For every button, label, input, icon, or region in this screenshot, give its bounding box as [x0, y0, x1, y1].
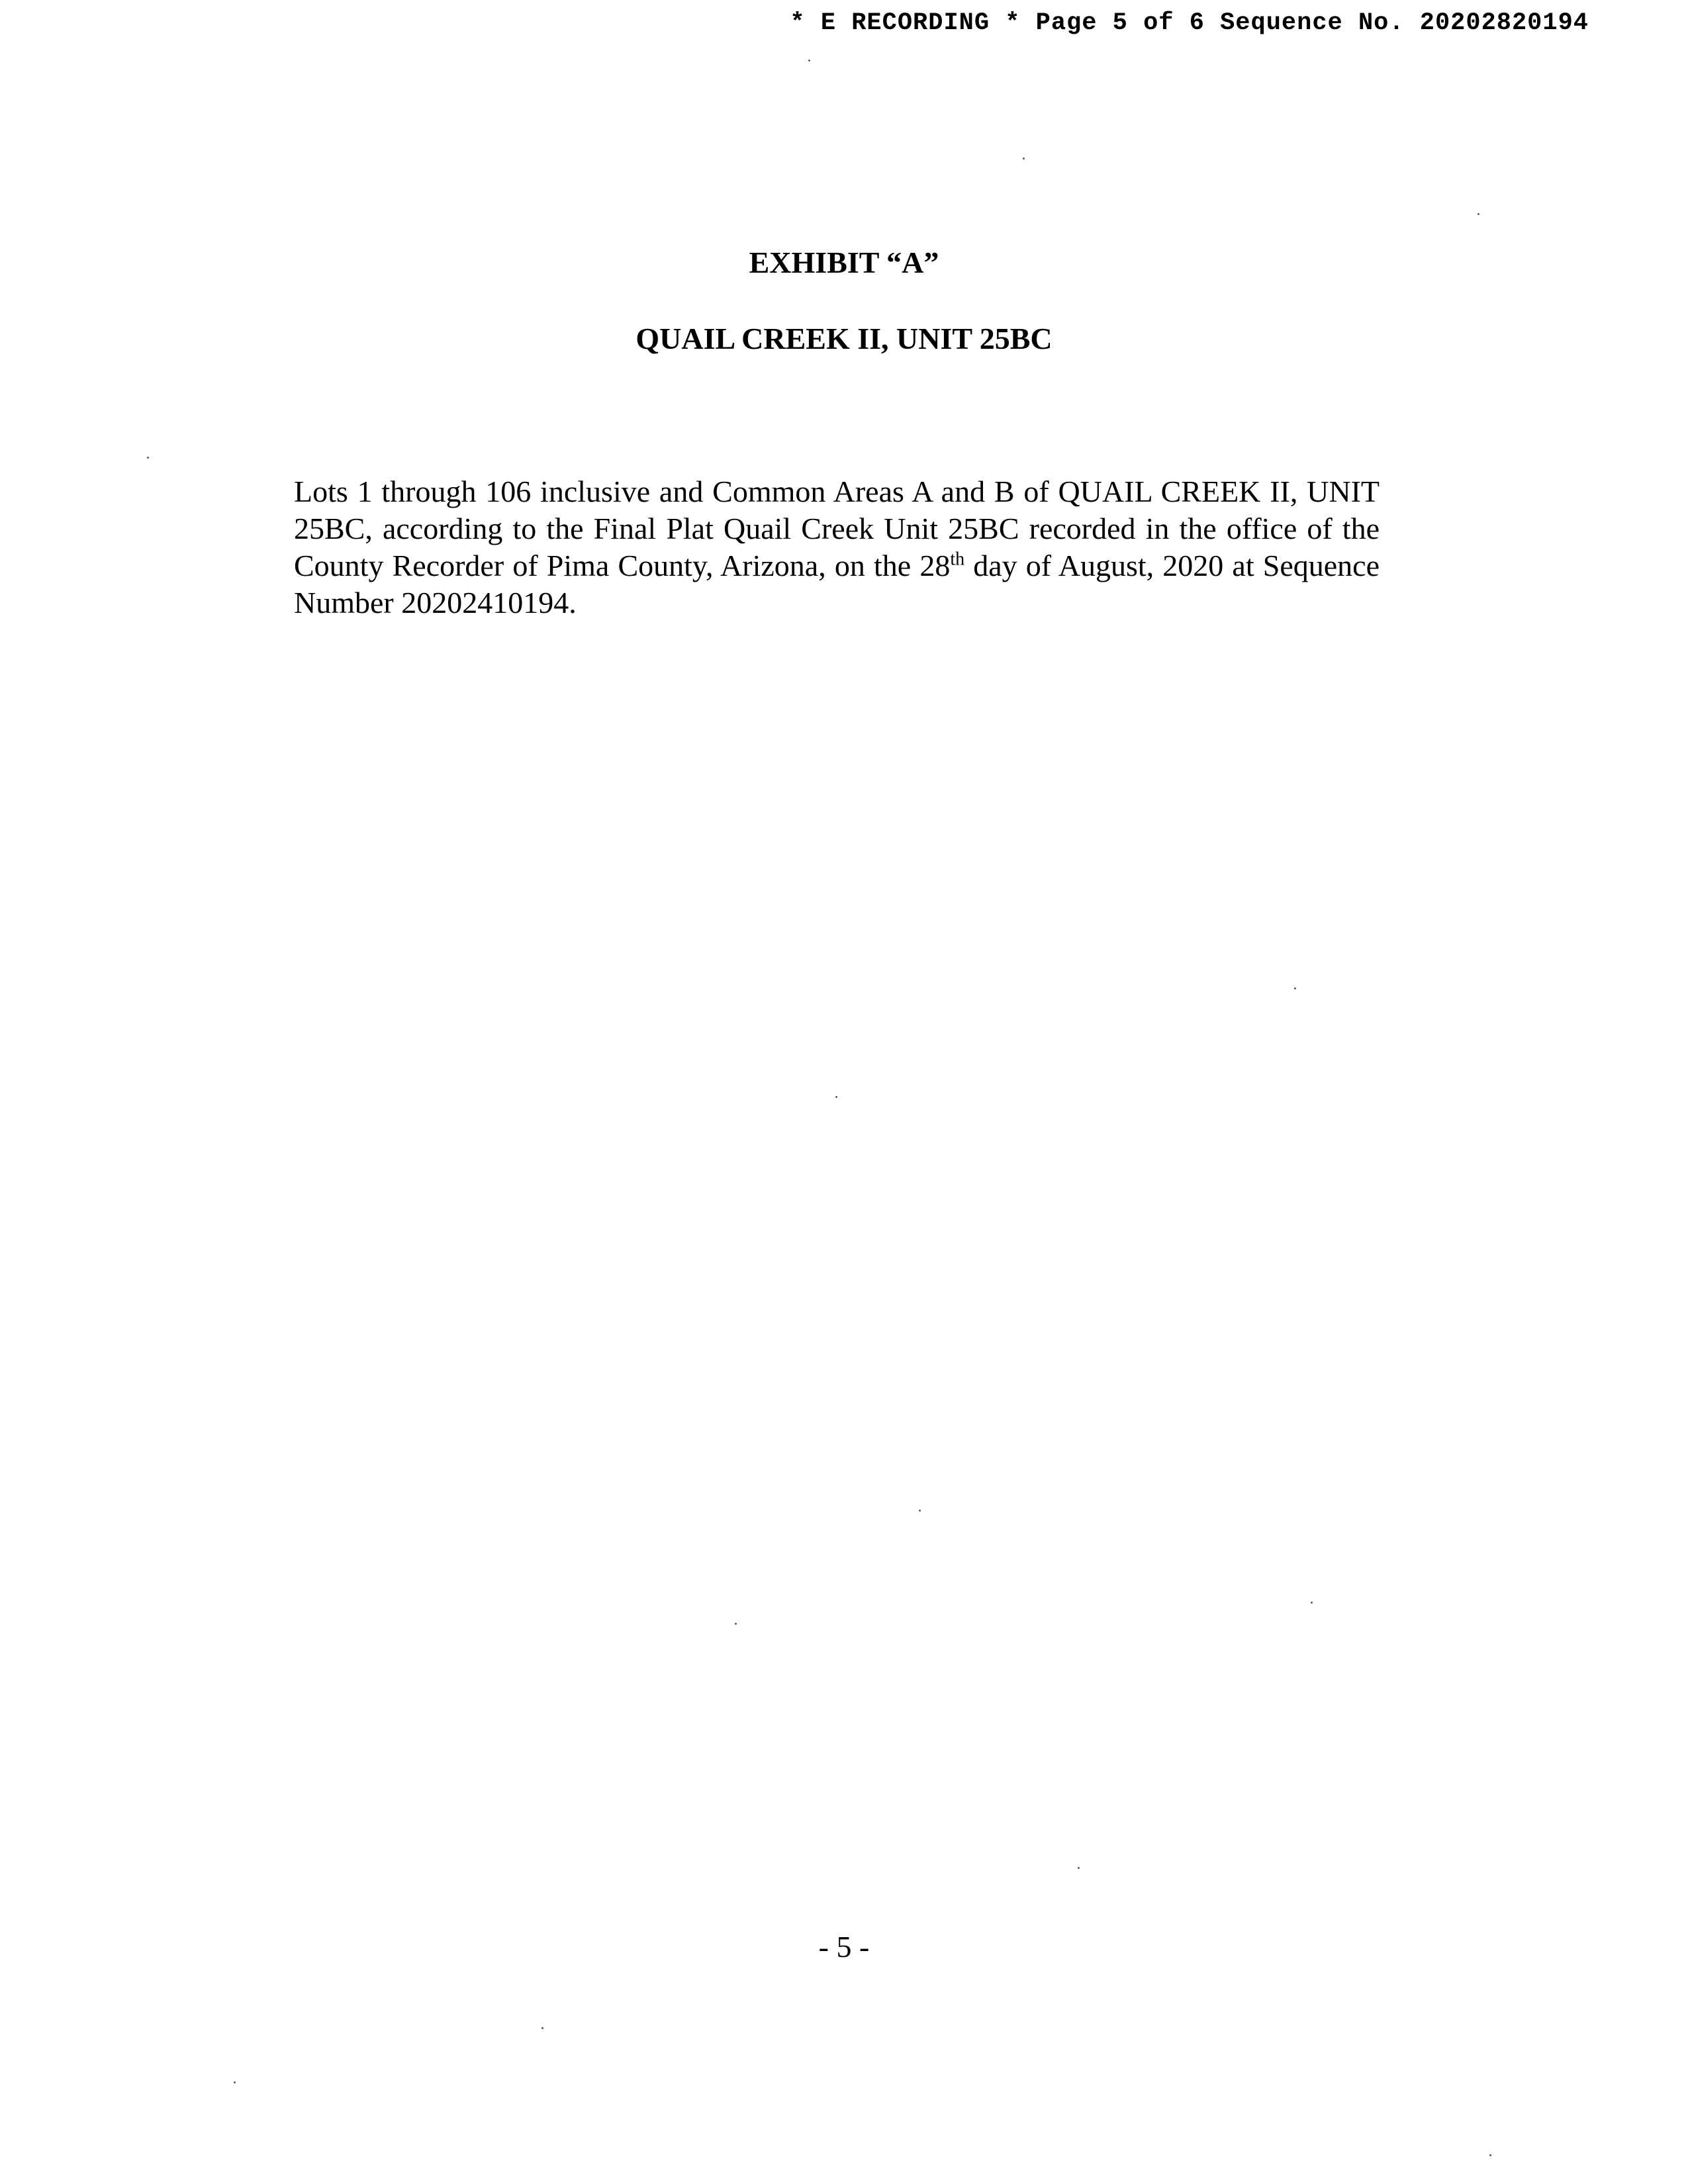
- scan-speck: [835, 1096, 837, 1098]
- scan-speck: [808, 60, 810, 62]
- page-number: - 5 -: [818, 1930, 870, 1964]
- scan-speck: [1477, 213, 1479, 215]
- recording-header: * E RECORDING * Page 5 of 6 Sequence No. 20202820194: [790, 9, 1589, 37]
- ordinal-suffix: th: [950, 549, 965, 570]
- legal-description-paragraph: [294, 473, 1380, 621]
- scan-speck: [541, 2027, 543, 2029]
- scan-speck: [919, 1510, 921, 1512]
- scan-speck: [1294, 987, 1296, 989]
- scan-speck: [147, 457, 149, 459]
- legal-description-text: Lots 1 through 106 inclusive and Common Areas A and B of QUAIL CREEK II, UNIT 25BC, according to the Final Plat Quail Creek Unit 25BC recorded in the office of the County Recorder of Pima County, Arizona, on the 28: [294, 475, 1380, 582]
- scan-speck: [735, 1623, 737, 1625]
- scan-speck: [1078, 1867, 1080, 1869]
- scan-speck: [1023, 158, 1025, 159]
- exhibit-title: EXHIBIT “A”: [749, 246, 939, 279]
- legal-description-text-continued: day of August, 2020 at Sequence Number 20202410194.: [294, 549, 1380, 619]
- scan-speck: [1311, 1602, 1313, 1604]
- exhibit-subtitle: QUAIL CREEK II, UNIT 25BC: [635, 322, 1053, 355]
- scan-speck: [1489, 2154, 1491, 2156]
- scan-speck: [234, 2081, 236, 2083]
